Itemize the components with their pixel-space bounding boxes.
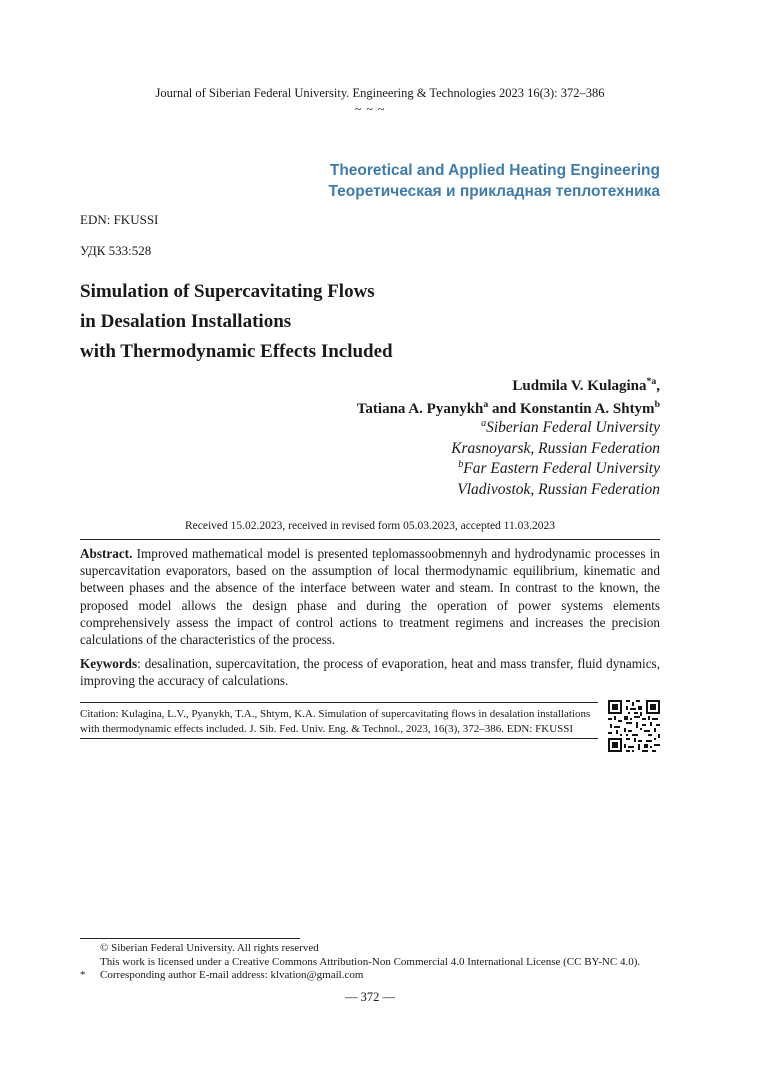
- divider-citation-bottom: [80, 738, 598, 739]
- author-2-sup: a: [483, 399, 489, 410]
- abstract-text: Improved mathematical model is presented teplomassoobmennyh and hydrodynamic processes in supercavitation evaporators, based on the assumption of local thermodynamic equilibrium, kinematic and between phases and the absence of the interface between water and steam. In contrast to the known, the proposed model allows the design phase and during the operation of power systems elements comprehensively assess the impact of control actions to treatment regimens and increases the precision calculations of the characteristics of the process.: [80, 546, 660, 648]
- author-1-sup: *a: [646, 376, 657, 387]
- affiliations-block: [451, 418, 660, 500]
- citation: Citation: Kulagina, L.V., Pyanykh, T.A., Shtym, K.A. Simulation of supercavitating flows in desalation installations with thermodynamic effects included. J. Sib. Fed. Univ. Eng. & Technol., 2023, 16(3), 372–386. EDN: FKUSSI: [80, 708, 591, 735]
- edn-line: EDN: FKUSSI: [80, 212, 159, 227]
- divider-citation-top: [80, 702, 598, 703]
- author-2-name: Tatiana A. Pyanykh: [356, 401, 484, 417]
- affil-a-sup: a: [481, 417, 487, 429]
- section-heading-en: Theoretical and Applied Heating Engineering: [329, 162, 660, 179]
- footnote-copyright: [80, 942, 700, 956]
- title-line-1: Simulation of Supercavitating Flows: [80, 281, 375, 302]
- affil-b-name: Far Eastern Federal University: [463, 460, 660, 477]
- author-1-name: Ludmila V. Kulagina: [512, 378, 647, 394]
- section-heading-ru: Теоретическая и прикладная теплотехника: [328, 183, 660, 200]
- affil-b-sup: b: [458, 458, 464, 470]
- footnote-corresponding: [80, 969, 700, 983]
- section-heading: [328, 160, 660, 202]
- authors-block: [357, 375, 660, 421]
- affil-b-line-2: Vladivostok, Russian Federation: [457, 480, 660, 498]
- title-line-2: in Desalation Installations: [80, 311, 292, 332]
- journal-header: Journal of Siberian Federal University. Engineering & Technologies 2023 16(3): 372–386: [155, 86, 605, 100]
- author-3-sup: b: [654, 399, 660, 410]
- footnotes: [80, 942, 700, 983]
- qr-code-icon[interactable]: [608, 700, 660, 752]
- affil-a-line-2: Krasnoyarsk, Russian Federation: [451, 439, 660, 457]
- udk-line: УДК 533:528: [80, 243, 152, 258]
- license-text: This work is licensed under a Creative Commons Attribution-Non Commercial 4.0 International License (CC BY-NC 4.0).: [100, 955, 641, 968]
- keywords: [80, 655, 660, 689]
- abstract: [80, 545, 660, 648]
- article-title: [80, 277, 393, 367]
- keywords-label: Keywords: [80, 656, 138, 671]
- footnote-license: [80, 956, 700, 970]
- keywords-text: : desalination, supercavitation, the process of evaporation, heat and mass transfer, fluid dynamics, improving the accuracy of calculations.: [80, 656, 660, 689]
- author-1-tail: ,: [656, 378, 660, 394]
- affil-a-line-1: [451, 418, 660, 439]
- footnote-star: *: [80, 969, 86, 981]
- affil-b-line-1: [451, 459, 660, 480]
- header-separator: ~ ~ ~: [354, 102, 386, 116]
- footnote-divider: [80, 938, 300, 939]
- copyright-text: © Siberian Federal University. All rights reserved: [100, 942, 319, 954]
- corresponding-text[interactable]: Corresponding author E-mail address: klvation@gmail.com: [100, 969, 364, 981]
- author-3-name: Konstantin A. Shtym: [519, 401, 655, 417]
- author-and: and: [488, 401, 520, 417]
- abstract-label: Abstract.: [80, 546, 133, 561]
- page-number: — 372 —: [345, 990, 395, 1004]
- title-line-3: with Thermodynamic Effects Included: [80, 341, 393, 362]
- author-line-1: [357, 375, 660, 398]
- affil-a-name: Siberian Federal University: [486, 419, 660, 436]
- received-dates: Received 15.02.2023, received in revised form 05.03.2023, accepted 11.03.2023: [184, 520, 556, 532]
- divider-top: [80, 539, 660, 540]
